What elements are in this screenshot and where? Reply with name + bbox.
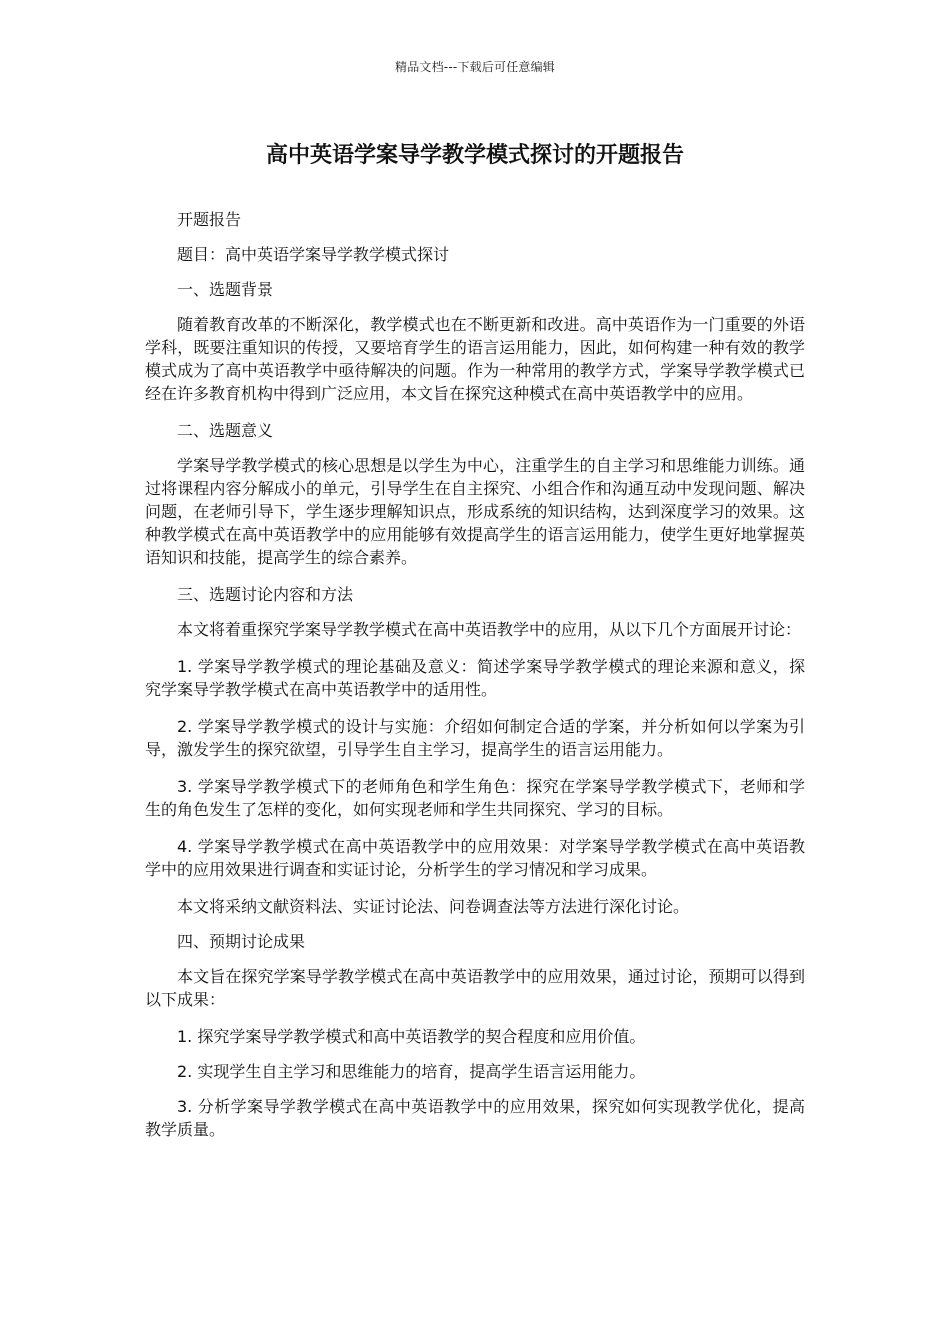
- heading-significance: 二、选题意义: [177, 421, 274, 440]
- list-item: 3. 分析学案导学教学模式在高中英语教学中的应用效果，探究如何实现教学优化，提高教学质量。: [145, 1097, 805, 1139]
- paragraph-methods: 本文将采纳文献资料法、实证讨论法、问卷调查法等方法进行深化讨论。: [177, 897, 690, 916]
- heading-expected-results: 四、预期讨论成果: [177, 932, 306, 951]
- list-item: 1. 学案导学教学模式的理论基础及意义：简述学案导学教学模式的理论来源和意义，探究学案导学教学模式在高中英语教学中的适用性。: [145, 657, 805, 699]
- list-item: 4. 学案导学教学模式在高中英语教学中的应用效果：对学案导学教学模式在高中英语教学中的应用效果进行调查和实证讨论，分析学生的学习情况和学习成果。: [145, 837, 805, 879]
- header-note: 精品文档---下载后可任意编辑: [395, 60, 555, 74]
- list-item: 3. 学案导学教学模式下的老师角色和学生角色：探究在学案导学教学模式下，老师和学生的角色发生了怎样的变化，如何实现老师和学生共同探究、学习的目标。: [145, 777, 805, 819]
- paragraph-significance: 学案导学教学模式的核心思想是以学生为中心，注重学生的自主学习和思维能力训练。通过将课程内容分解成小的单元，引导学生在自主探究、小组合作和沟通互动中发现问题、解决问题，在老师引导下，学生逐步理解知识点，形成系统的知识结构，达到深度学习的效果。这种教学模式在高中英语教学中的应用能够有效提高学生的语言运用能力，使学生更好地掌握英语知识和技能，提高学生的综合素养。: [145, 456, 805, 567]
- list-item: 1. 探究学案导学教学模式和高中英语教学的契合程度和应用价值。: [177, 1027, 646, 1046]
- paragraph-content-intro: 本文将着重探究学案导学教学模式在高中英语教学中的应用，从以下几个方面展开讨论：: [177, 620, 802, 639]
- heading-content-method: 三、选题讨论内容和方法: [177, 585, 354, 604]
- heading-background: 一、选题背景: [177, 280, 274, 299]
- paragraph-topic: 题目：高中英语学案导学教学模式探讨: [177, 245, 450, 264]
- list-item: 2. 学案导学教学模式的设计与实施：介绍如何制定合适的学案，并分析如何以学案为引导，激发学生的探究欲望，引导学生自主学习，提高学生的语言运用能力。: [145, 717, 805, 759]
- paragraph-background: 随着教育改革的不断深化，教学模式也在不断更新和改进。高中英语作为一门重要的外语学科，既要注重知识的传授，又要培育学生的语言运用能力，因此，如何构建一种有效的教学模式成为了高中英语教学中亟待解决的问题。作为一种常用的教学方式，学案导学教学模式已经在许多教育机构中得到广泛应用，本文旨在探究这种模式在高中英语教学中的应用。: [145, 315, 805, 403]
- document-title: 高中英语学案导学教学模式探讨的开题报告: [265, 143, 684, 168]
- paragraph-report-label: 开题报告: [177, 210, 242, 229]
- document-body: [145, 208, 805, 1155]
- paragraph-expected-intro: 本文旨在探究学案导学教学模式在高中英语教学中的应用效果，通过讨论，预期可以得到以下成果：: [145, 967, 805, 1009]
- list-item: 2. 实现学生自主学习和思维能力的培育，提高学生语言运用能力。: [177, 1062, 646, 1081]
